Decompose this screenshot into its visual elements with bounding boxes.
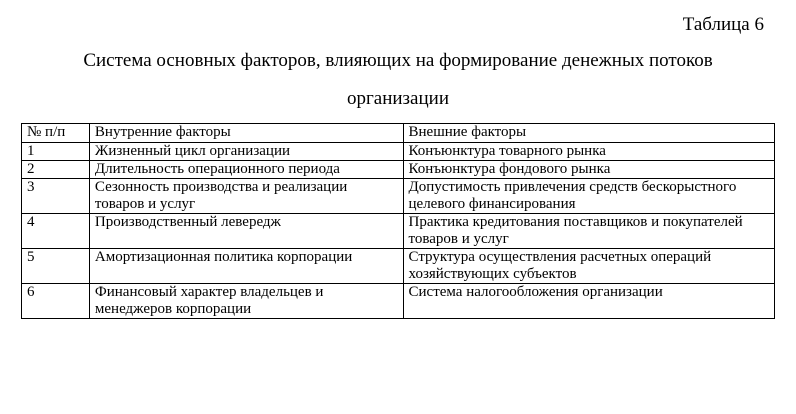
table-row xyxy=(22,161,775,179)
table-row xyxy=(22,143,775,161)
header-internal-factors: Внутренние факторы xyxy=(89,124,403,143)
table-row xyxy=(22,284,775,319)
external-factor: Система налогообложения организации xyxy=(403,284,774,319)
internal-factor: Жизненный цикл организации xyxy=(89,143,403,161)
internal-factor: Длительность операционного периода xyxy=(89,161,403,179)
external-factor: Практика кредитования поставщиков и покупателей товаров и услуг xyxy=(403,214,774,249)
row-number: 3 xyxy=(22,179,90,214)
table-header-row xyxy=(22,124,775,143)
external-factor: Конъюнктура товарного рынка xyxy=(403,143,774,161)
internal-factor: Производственный левередж xyxy=(89,214,403,249)
document-title-line-2: организации xyxy=(346,88,449,109)
factors-table xyxy=(21,123,775,319)
external-factor: Допустимость привлечения средств бескорыстного целевого финансирования xyxy=(403,179,774,214)
external-factor: Конъюнктура фондового рынка xyxy=(403,161,774,179)
row-number: 5 xyxy=(22,249,90,284)
row-number: 6 xyxy=(22,284,90,319)
document-title-line-1: Система основных факторов, влияющих на формирование денежных потоков xyxy=(83,50,713,71)
header-external-factors: Внешние факторы xyxy=(403,124,774,143)
row-number: 2 xyxy=(22,161,90,179)
internal-factor: Амортизационная политика корпорации xyxy=(89,249,403,284)
table-row xyxy=(22,179,775,214)
row-number: 4 xyxy=(22,214,90,249)
table-row xyxy=(22,249,775,284)
header-number: № п/п xyxy=(22,124,90,143)
table-row xyxy=(22,214,775,249)
internal-factor: Финансовый характер владельцев и менеджеров корпорации xyxy=(89,284,403,319)
table-number: Таблица 6 xyxy=(682,14,764,35)
row-number: 1 xyxy=(22,143,90,161)
internal-factor: Сезонность производства и реализации товаров и услуг xyxy=(89,179,403,214)
external-factor: Структура осуществления расчетных операций хозяйствующих субъектов xyxy=(403,249,774,284)
